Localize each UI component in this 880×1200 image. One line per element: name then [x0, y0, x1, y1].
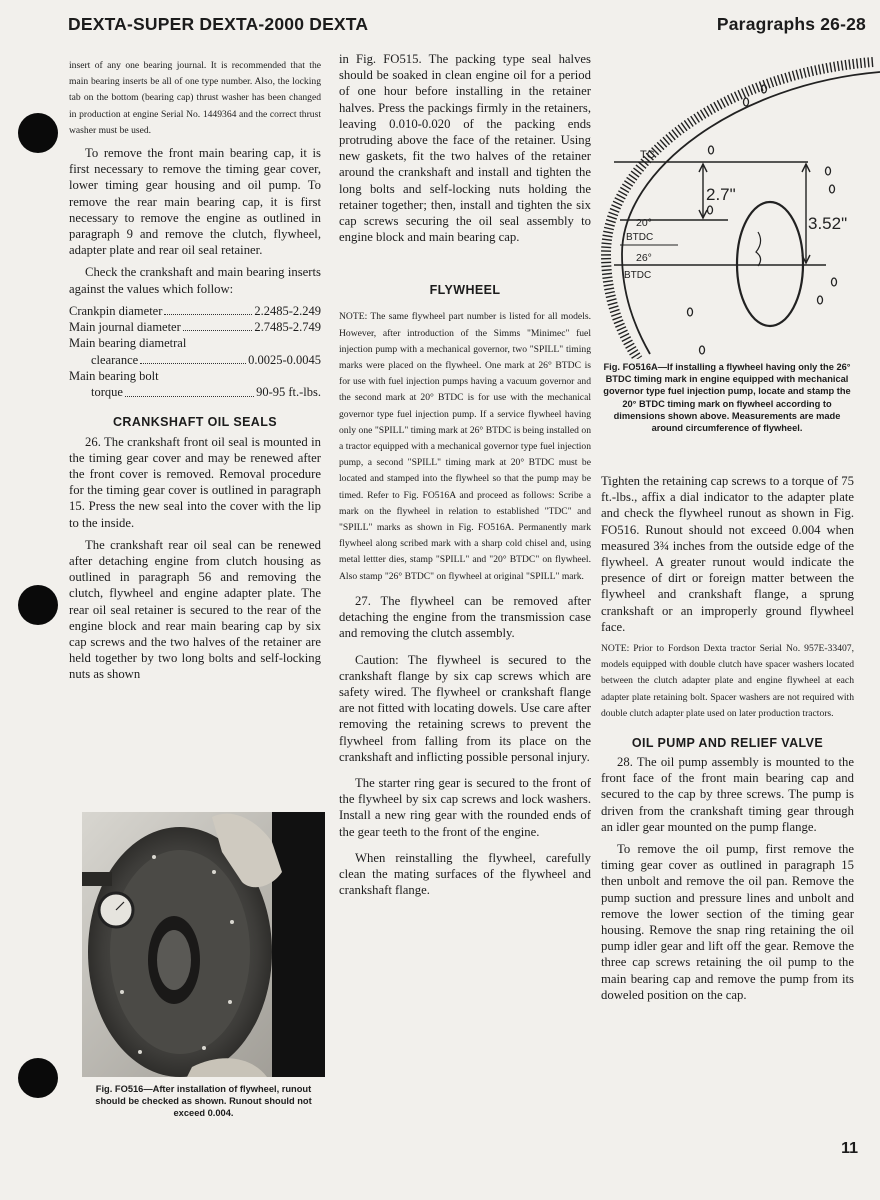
ring-gear-teeth: [606, 62, 873, 359]
heading-oil-pump: OIL PUMP AND RELIEF VALVE: [631, 736, 824, 751]
figure-caption-fo516a: Fig. FO516A—If installing a flywheel having only the 26° BTDC timing mark in engine equipped with mechanical governor type fuel injection pump, locate and stamp the 20° BTDC timing mark on flywheel according to dimensions shown above. Measurements are made around circumference of flywheel.: [603, 362, 851, 434]
paragraph-oil-pump-mount: 28. The oil pump assembly is mounted to the front face of the front main bearing cap and secured to the cap by three screws. The pump is driven from the crankshaft timing gear through an idler gear mounted on the pump flange.: [601, 755, 854, 834]
spec-label: Main bearing diametral: [69, 336, 187, 351]
spec-row: [69, 319, 321, 335]
spec-row: [69, 303, 321, 319]
label-20-degrees: 20°: [636, 217, 652, 229]
flywheel-center-bore: [737, 202, 803, 326]
paragraph-rear-oil-seal: The crankshaft rear oil seal can be renewed after detaching engine from clutch housing as outlined in paragraph 56 and removing the clutch, flywheel and engine adapter plate. The rear oil seal retainer is secured to the rear of the engine block and rear main bearing cap by six cap screws and the two halves of the retainer are held together by two long bolts and self-locking nuts as shown: [69, 537, 321, 682]
spec-leader: [183, 319, 253, 331]
note-spacer-washers: NOTE: Prior to Fordson Dexta tractor Serial No. 957E-33407, models equipped with double clutch have spacer washers located between the clutch adapter plate and engine flywheel at each adapter plate retaining bolt. Spacer washers are not required with double clutch adapter plate used on later production tractors.: [601, 643, 854, 719]
spec-label: torque: [91, 385, 123, 400]
page-number: 11: [841, 1140, 858, 1157]
spec-value: 90-95 ft.-lbs.: [256, 385, 321, 400]
heading-crankshaft-oil-seals: CRANKSHAFT OIL SEALS: [112, 414, 278, 429]
spec-value: 2.7485-2.749: [254, 320, 321, 335]
paragraph-reinstall-flywheel: When reinstalling the flywheel, carefully clean the mating surfaces of the flywheel and crankshaft flange.: [339, 850, 591, 898]
paragraph-front-oil-seal: 26. The crankshaft front oil seal is mounted in the timing gear cover and may be renewed after the front cover is removed. Removal procedure for the timing gear cover is outlined in paragraph 15. Press the new seal into the cover with the lip to the inside.: [69, 434, 321, 530]
spec-row: [69, 352, 321, 368]
paragraph-bearing-cap-removal: To remove the front main bearing cap, it is first necessary to remove the timing gear cover, lower timing gear housing and oil pump. To remove the rear main bearing cap, it is first necessary to remove the engine as outlined in paragraph 9 and remove the clutch, flywheel, adapter plate and rear oil seal retainer.: [69, 146, 321, 258]
label-dimension-2-7: 2.7": [706, 185, 736, 204]
paragraph-bearing-insert: insert of any one bearing journal. It is recommended that the main bearing inserts be all of one type number. Also, the locking tab on the bottom (bearing cap) thrust washer has been changed in production at engine Serial No. 1449364 and the correct thrust washer must be used.: [69, 60, 321, 136]
binder-hole-middle: [18, 585, 58, 625]
spec-row: [69, 384, 321, 400]
binder-hole-top: [18, 113, 58, 153]
column-middle: [339, 51, 591, 904]
spec-label: Main journal diameter: [69, 320, 181, 335]
paragraph-check-crankshaft: Check the crankshaft and main bearing inserts against the values which follow:: [69, 265, 321, 296]
paragraph-ring-gear: The starter ring gear is secured to the front of the flywheel by six cap screws and lock washers. Install a new ring gear with the rounded ends of the gear teeth to the front of the engine.: [339, 775, 591, 839]
paragraph-caution: Caution: The flywheel is secured to the crankshaft flange by six cap screws which are safety wired. The flywheel or crankshaft flange are not fitted with locating dowels. Use care after removing the retaining screws to prevent the flywheel from falling from its place on the crankshaft and inflicting possible personal injury.: [339, 652, 591, 764]
label-dimension-3-52: 3.52": [808, 214, 848, 233]
spec-row: [69, 368, 321, 384]
spec-label: Crankpin diameter: [69, 303, 163, 318]
column-right: [601, 473, 854, 1009]
label-26-degrees: 26°: [636, 252, 652, 264]
column-left: [69, 58, 321, 689]
note-flywheel-timing: NOTE: The same flywheel part number is listed for all models. However, after introduction of the Simms "Minimec" fuel injection pump with a mechanical governor, two "SPILL" timing marks were placed on the flywheel. One mark at 26° BTDC is for use with fuel injection pumps having a vacuum governor and the second mark at 20° BTDC is for use with the mechanical governor type fuel injection pump. If a service flywheel having only one "SPILL" timing mark at 26° BTDC is being installed on a tractor equipped with a mechanical governor type fuel injection pump, a second "SPILL" timing mark at 20° BTDC must be located and stamped into the flywheel so that the pump may be timed. Refer to Fig. FO516A and proceed as follows: Scribe a mark on the flywheel in relation to established "TDC" and "SPILL" marks as shown in Fig. FO516A. Permanently mark flywheel along scribed mark with a sharp cold chisel and, using metal lettter dies, stamp "SPILL" and "20° BTDC" on flywheel. Also stamp "26° BTDC" on flywheel at original "SPILL" mark.: [339, 311, 591, 582]
binder-hole-bottom: [18, 1058, 58, 1098]
spec-leader: [164, 303, 252, 315]
paragraph-packing-seal: in Fig. FO515. The packing type seal halves should be soaked in clean engine oil for a period of one hour before installing in the retainer halves. Press the packings firmly in the retainers, leaving 0.010-0.020 of the packing ends protruding above the face of the retainer. Using new gaskets, fit the two halves of the retainer around the crankshaft and install and tighten the long bolts and self-locking nuts holding the retainer together; then, install and tighten the six cap screws securing the oil seal assembly to engine block and main bearing cap.: [339, 52, 591, 245]
spec-label: clearance: [91, 352, 139, 367]
spec-value: 0.0025-0.0045: [248, 352, 321, 367]
label-btdc-20: BTDC: [626, 232, 654, 243]
flywheel-runout-photo: [82, 812, 325, 1077]
label-btdc-26: BTDC: [624, 270, 652, 281]
spec-label: Main bearing bolt: [69, 369, 159, 384]
spec-table: [69, 303, 321, 401]
spec-leader: [125, 384, 254, 396]
figure-caption-fo516: Fig. FO516—After installation of flywheel, runout should be checked as shown. Runout should not exceed 0.004.: [95, 1084, 312, 1119]
flywheel-timing-diagram: [598, 54, 880, 359]
spec-value: 2.2485-2.249: [254, 303, 321, 318]
label-tc: TC: [640, 149, 655, 161]
paragraph-oil-pump-removal: To remove the oil pump, first remove the timing gear cover as outlined in paragraph 15 then unbolt and remove the oil pan. Remove the pump suction and pressure lines and unbolt and remove the lower section of the timing gear housing. Remove the snap ring retaining the oil pump idler gear and lift off the gear. Remove the three cap screws retaining the oil pump to the main bearing cap and remove the pump from its doweled position on the cap.: [601, 842, 854, 1002]
paragraph-flywheel-removal: 27. The flywheel can be removed after detaching the engine from the transmission case and removing the clutch assembly.: [339, 593, 591, 641]
paragraph-torque-runout: Tighten the retaining cap screws to a torque of 75 ft.-lbs., affix a dial indicator to the adapter plate and check the flywheel runout as shown in Fig. FO516. Runout should not exceed 0.004 when measured 3¾ inches from the outside edge of the flywheel. A greater runout would indicate the presence of dirt or foreign matter between the flywheel and crankshaft flange, a sprung crankshaft or an improperly ground flywheel face.: [601, 474, 854, 634]
heading-flywheel: FLYWHEEL: [429, 283, 501, 298]
spec-row: [69, 335, 321, 351]
spec-leader: [140, 352, 246, 364]
page-header-paragraphs: Paragraphs 26-28: [716, 14, 866, 34]
page-header-title: DEXTA-SUPER DEXTA-2000 DEXTA: [68, 14, 369, 34]
